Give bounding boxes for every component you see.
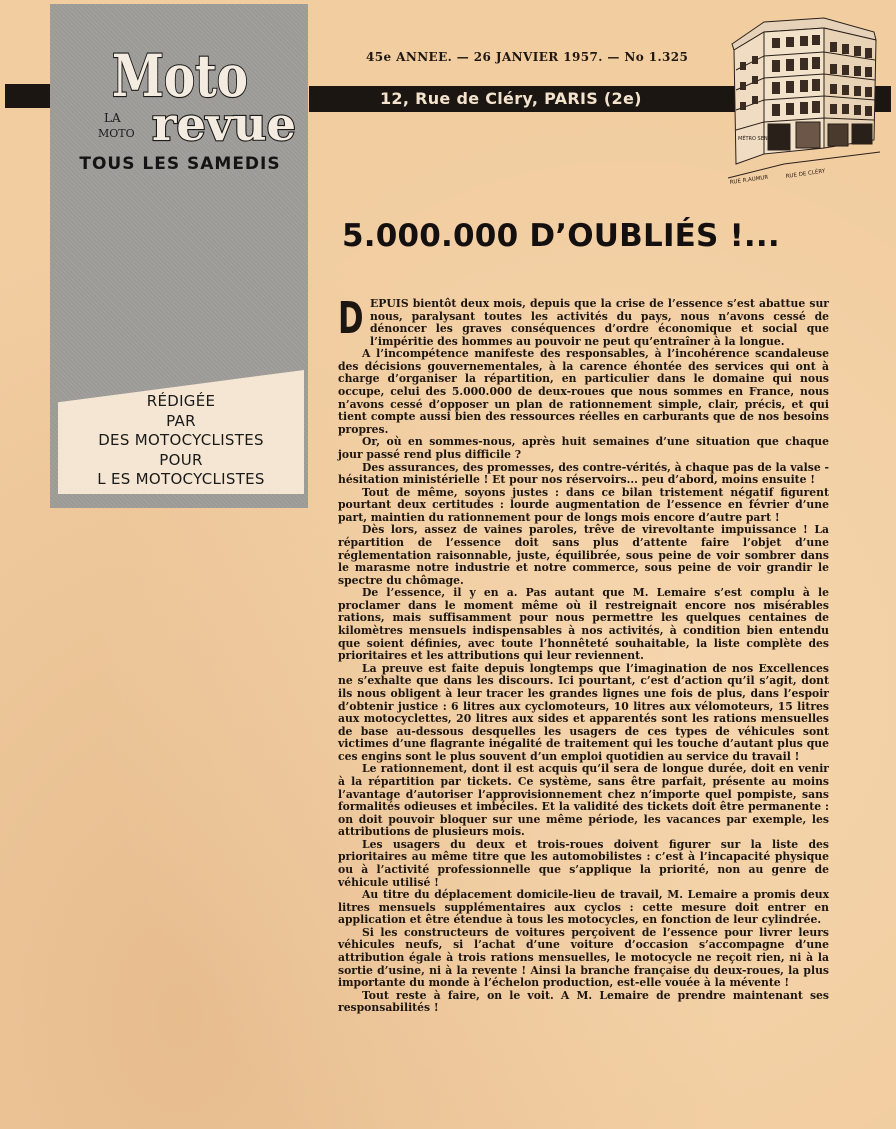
slogan-line: POUR — [159, 450, 203, 469]
article-body — [338, 293, 829, 1015]
article-paragraph: La preuve est faite depuis longtemps que l’imagination de nos Excellences ne s’exhalte que dans les discours. Ici pourtant, c’est d’action qu’il s’agit, dont ils nous obligent à leur tracer les grandes lignes une fois de plus, dans l’espoir d’obtenir justice : 6 litres aux cyclomoteurs, 10 litres aux vélomoteurs, 15 litres aux motocyclettes, 20 litres aux sides et apparentés sont les rations mensuelles de base au-dessous desquelles les usagers de ces types de véhicules sont victimes d’une flagrante inégalité de traitement qui les touche d’autant plus que ces engins sont le plus souvent d’un emploi quotidien au service du travail ! — [338, 661, 829, 763]
logo-la-label: LA — [104, 111, 121, 125]
article-paragraph: A l’incompétence manifeste des responsables, à l’incohérence scandaleuse des décisions gouvernementales, à la carence éhontée des services qui ont à charge d’organiser la répartition, en particulier dans le domaine qui nous occupe, celui des 5.000.000 de deux-roues que nous sommes en France, nous n’avons cessé d’opposer un plan de rationnement simple, clair, précis, et qui tient compte aussi bien des ressources réelles en carburants que de nos besoins propres. — [338, 347, 829, 436]
article-paragraph: Le rationnement, dont il est acquis qu’il sera de longue durée, doit en venir à la répartition par tickets. Ce système, sans être parfait, présente au moins l’avantage d’autoriser l’approvisionnement chez n’importe quel pompiste, sans formalités odieuses et imbéciles. Et la validité des tickets doit être permanente : on doit pouvoir bloquer sur une même période, les vacances par exemple, les attributions de plusieurs mois. — [338, 762, 829, 839]
logo-moto-word: Moto — [112, 42, 248, 110]
article-paragraph: Des assurances, des promesses, des contre-vérités, à chaque pas de la valse - hésitation ministérielle ! Et pour nos réservoirs... peu d’abord, moins ensuite ! — [338, 460, 829, 487]
building-illustration — [724, 14, 882, 192]
article-paragraph: Si les constructeurs de voitures perçoivent de l’essence pour livrer leurs véhicules neufs, si l’achat d’une voiture d’occasion s’accompagne d’une attribution égale à trois rations mensuelles, le motocycle ne reçoit rien, ni à la sortie d’usine, ni à la revente ! Ainsi la branche française du deux-roues, la plus importante du monde à l’échelon production, est-elle vouée à la mévente ! — [338, 925, 829, 990]
slogan-line: L ES MOTOCYCLISTES — [97, 470, 265, 488]
article-paragraph: Dès lors, assez de vaines paroles, trêve de virevoltante impuissance ! La répartition de l’essence doit sans plus d’attente faire l’objet d’une réglementation raisonnable, juste, équilibrée, sous peine de voir sombrer dans le marasme notre industrie et notre commerce, sous peine de voir grandir le spectre du chômage. — [338, 523, 829, 587]
article-paragraph: De l’essence, il y en a. Pas autant que M. Lemaire s’est complu à le proclamer dans le moment même où il restreignait encore nos misérables rations, mais suffisamment pour nous permettre les quelques centaines de kilomètres mensuels indispensables à nos activités, à condition bien entendu que soient définies, avec toute l’honnêteté souhaitable, la liste complète des prioritaires et les attributions qui leur reviennent. — [338, 586, 829, 663]
logo-moto-small-label: MOTO — [98, 127, 135, 140]
drop-cap: D — [338, 293, 364, 344]
street-left-label: RUE R.AUMUR — [729, 174, 769, 186]
slogan-line: DES MOTOCYCLISTES — [98, 431, 264, 449]
slogan-line: RÉDIGÉE — [146, 392, 216, 410]
address-line: 12, Rue de Cléry, PARIS (2e) — [380, 89, 642, 108]
masthead-tagline: TOUS LES SAMEDIS — [79, 154, 281, 174]
article-paragraph: Tout de même, soyons justes : dans ce bilan tristement négatif figurent pourtant deux certitudes : lourde augmentation de l’essence en février d’une part, maintien du rationnement pour de longs mois encore d’autre part ! — [338, 485, 829, 524]
slogan-text — [58, 392, 304, 490]
article-paragraph: Les usagers du deux et trois-roues doivent figurer sur la liste des prioritaires au même titre que les automobilistes : c’est à l’incapacité physique ou à l’activité professionnelle que s’applique la priorité, non au genre de véhicule utilisé ! — [338, 837, 829, 889]
article-paragraph: Tout reste à faire, on le voit. A M. Lemaire de prendre maintenant ses responsabilités ! — [338, 988, 829, 1015]
masthead-band-left — [5, 84, 51, 108]
moto-revue-logo — [60, 40, 300, 152]
article-paragraph: Or, où en sommes-nous, après huit semaines d’une situation que chaque jour passé rend plus difficile ? — [338, 435, 829, 461]
street-right-label: RUE DE CLÉRY — [785, 168, 826, 180]
slogan-line: PAR — [166, 411, 196, 430]
issue-line: 45e ANNEE. — 26 JANVIER 1957. — No 1.325 — [366, 50, 689, 64]
logo-revue-word: revue — [152, 97, 296, 151]
article-paragraph-text: EPUIS bientôt deux mois, depuis que la crise de l’essence s’est abattue sur nous, paralysant toutes les activités du pays, nous n’avons cessé de dénoncer les graves conséquences d’ordre économique et social que l’impéritie des hommes au pouvoir ne peut qu’entraîner à la longue. — [370, 297, 829, 348]
article-paragraph: Au titre du déplacement domicile-lieu de travail, M. Lemaire a promis deux litres mensuels supplémentaires aux cyclos : cette mesure doit entrer en application et être étendue à tous les motocycles, en fonction de leur cylindrée. — [338, 888, 829, 927]
article-headline: 5.000.000 D’OUBLIÉS !... — [342, 218, 780, 254]
building-sign: MÉTRO SENTIER — [738, 136, 779, 142]
article-paragraph — [338, 293, 829, 348]
